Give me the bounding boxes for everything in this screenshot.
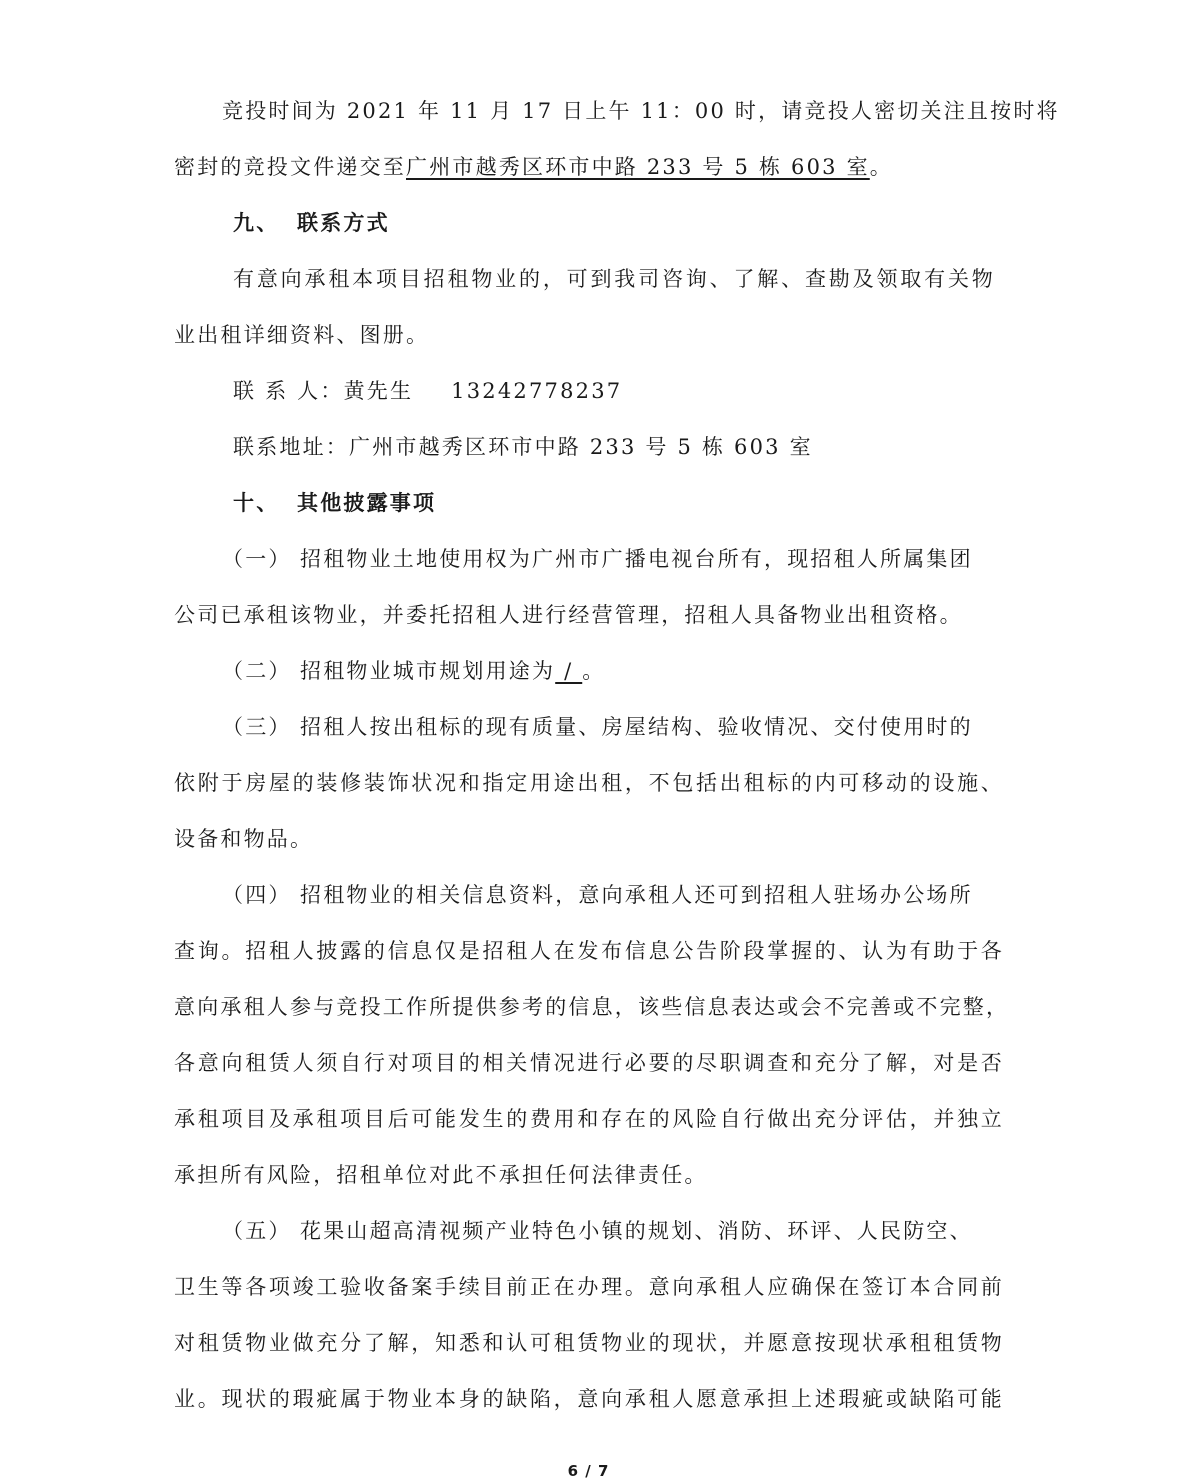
paragraph-line: 设备和物品。	[174, 827, 314, 851]
list-item: （五） 花果山超高清视频产业特色小镇的规划、消防、环评、人民防空、	[222, 1219, 973, 1243]
paragraph-line: 承担所有风险，招租单位对此不承担任何法律责任。	[174, 1163, 708, 1187]
paragraph-line: 卫生等各项竣工验收备案手续目前正在办理。意向承租人应确保在签订本合同前	[174, 1275, 1004, 1299]
paragraph-line: 业。现状的瑕疵属于物业本身的缺陷，意向承租人愿意承担上述瑕疵或缺陷可能	[174, 1387, 1004, 1411]
paragraph-line: 承租项目及承租项目后可能发生的费用和存在的风险自行做出充分评估，并独立	[174, 1107, 1004, 1131]
contact-phone: 13242778237	[451, 379, 623, 403]
submission-address: 广州市越秀区环市中路 233 号 5 栋 603 室	[406, 155, 870, 179]
planned-use-value: /	[555, 659, 583, 683]
paragraph-line: 查询。招租人披露的信息仅是招租人在发布信息公告阶段掌握的、认为有助于各	[174, 939, 1004, 963]
paragraph-line: 竞投时间为 2021 年 11 月 17 日上午 11：00 时，请竞投人密切关注且按时将	[222, 99, 1060, 123]
list-item: （一） 招租物业土地使用权为广州市广播电视台所有，现招租人所属集团	[222, 547, 973, 571]
list-item: （四） 招租物业的相关信息资料，意向承租人还可到招租人驻场办公场所	[222, 883, 973, 907]
paragraph-line: 密封的竞投文件递交至广州市越秀区环市中路 233 号 5 栋 603 室。	[174, 155, 893, 179]
paragraph-line: 业出租详细资料、图册。	[174, 323, 430, 347]
section-heading: 十、 其他披露事项	[233, 490, 437, 515]
paragraph-line: 有意向承租本项目招租物业的，可到我司咨询、了解、查勘及领取有关物	[233, 267, 995, 291]
section-heading: 九、 联系方式	[233, 210, 390, 235]
paragraph-line: 对租赁物业做充分了解，知悉和认可租赁物业的现状，并愿意按现状承租租赁物	[174, 1331, 1004, 1355]
paragraph-line: 意向承租人参与竞投工作所提供参考的信息，该些信息表达或会不完善或不完整，	[174, 995, 1010, 1019]
list-item: （二） 招租物业城市规划用途为 / 。	[222, 659, 606, 683]
contact-address: 联系地址：广州市越秀区环市中路 233 号 5 栋 603 室	[233, 435, 813, 459]
list-item: （三） 招租人按出租标的现有质量、房屋结构、验收情况、交付使用时的	[222, 715, 973, 739]
paragraph-line: 公司已承租该物业，并委托招租人进行经营管理，招租人具备物业出租资格。	[174, 603, 963, 627]
paragraph-line: 依附于房屋的装修装饰状况和指定用途出租，不包括出租标的内可移动的设施、	[174, 771, 1004, 795]
paragraph-line: 各意向租赁人须自行对项目的相关情况进行必要的尽职调查和充分了解，对是否	[174, 1051, 1004, 1075]
page-number: 6 / 7	[567, 1462, 610, 1480]
contact-person: 联 系 人：黄先生 13242778237	[233, 379, 623, 403]
